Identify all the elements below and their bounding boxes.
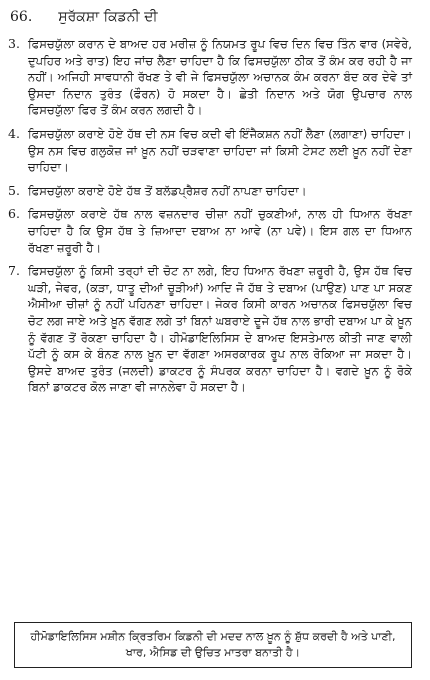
note-box [14,622,412,668]
page-header [10,6,420,28]
list-item-text: ਫਿਸਚਯੁੱਲਾ ਕਰਾਏ ਹੱਥ ਨਾਲ ਵਜ਼ਨਦਾਰ ਚੀਜ਼ਾ ਨਹੀਂ ਚੁਕਣੀਆਂ, ਨਾਲ ਹੀ ਧਿਆਨ ਰੱਖਣਾ ਚਾਹਿਦਾ ਹੈ ਕਿ ਉਸ ਹੱਥ ਤੇ ਜ਼ਿਆਦਾ ਦਬਾਅ ਨਾ ਆਵੇ (ਨਾ ਪਵੇ)। ਇਸ ਗਲ ਦਾ ਧਿਆਨ ਰੱਖਣਾ ਜ਼ਰੂਰੀ ਹੈ। [28,207,412,255]
note-text: ਹੀਮੋਡਾਇਲਿਸਿਸ ਮਸ਼ੀਨ ਕ੍ਰਿਤਰਿਮ ਕਿਡਨੀ ਦੀ ਮਦਦ ਨਾਲ ਖ਼ੂਨ ਨੂੰ ਸ਼ੁੱਧ ਕਰਦੀ ਹੈ ਅਤੇ ਪਾਣੀ, ਖਾਰ, ਐਸਿਡ ਦੀ ਉਚਿਤ ਮਾਤਰਾ ਬਨਾਤੀ ਹੈ। [30,630,396,659]
list-item [8,263,412,396]
list-item-text: ਫਿਸਚਯੁੱਲਾ ਕਰਾਏ ਹੋਏ ਹੱਥ ਦੀ ਨਸ ਵਿਚ ਕਦੀ ਵੀ ਇੰਜੈਕਸ਼ਨ ਨਹੀਂ ਲੈਣਾ (ਲਗਾਣਾ) ਚਾਹਿਦਾ। ਉਸ ਨਸ ਵਿਚ ਗਲੁਕੋਜ਼ ਜਾਂ ਖ਼ੂਨ ਨਹੀਂ ਚੜਵਾਣਾ ਚਾਹਿਦਾ ਜਾਂ ਕਿਸੀ ਟੇਸਟ ਲਈ ਖ਼ੂਨ ਨਹੀਂ ਦੇਣਾ ਚਾਹਿਦਾ। [28,126,412,175]
list-item-number: 3. [8,36,20,51]
list-item-number: 7. [8,263,20,279]
list-item [8,126,412,176]
list-item [8,36,412,119]
list-item-text: ਫਿਸਚਯੁੱਲਾ ਕਰਾਏ ਹੋਏ ਹੱਥ ਤੋਂ ਬਲੱਡਪ੍ਰੈਸ਼ਰ ਨਹੀਂ ਨਾਪਣਾ ਚਾਹਿਦਾ। [28,183,307,198]
list-item-number: 4. [8,125,20,141]
list-item [8,183,412,200]
list-item-number: 5. [8,182,20,198]
list-item-text: ਫਿਸਚਯੁੱਲਾ ਨੂੰ ਕਿਸੀ ਤਰ੍ਹਾਂ ਦੀ ਚੋਟ ਨਾ ਲਗੇ, ਇਹ ਧਿਆਨ ਰੱਖਣਾ ਜ਼ਰੂਰੀ ਹੈ, ਉਸ ਹੱਥ ਵਿਚ ਘੜੀ, ਜੇਵਰ, (ਕੜਾ, ਧਾਤੂ ਦੀਆਂ ਚੂੜੀਆਂ) ਆਦਿ ਜੋ ਹੱਥ ਤੇ ਦਬਾਅ (ਪਾਉਣ) ਪਾਣ ਪਾ ਸਕਣ ਐਸੀਆ ਚੀਜ਼ਾਂ ਨੂੰ ਨਹੀਂ ਪਹਿਨਣਾ ਚਾਹਿਦਾ। ਜੇਕਰ ਕਿਸੀ ਕਾਰਨ ਅਚਾਨਕ ਫਿਸਚਯੁੱਲਾ ਵਿਚ ਚੋਟ ਲਗ ਜਾਏ ਅਤੇ ਖ਼ੂਨ ਵੱਗਣ ਲਗੇ ਤਾਂ ਬਿਨਾਂ ਘਬਰਾਏ ਦੂਜੇ ਹੱਥ ਨਾਲ ਭਾਰੀ ਦਬਾਅ ਪਾ ਕੇ ਖ਼ੂਨ ਨੂੰ ਵੱਗਣ ਤੋਂ ਰੋਕਣਾ ਚਾਹਿਦਾ ਹੈ। ਹੀਮੋਡਾਇਲਿਸਿਸ ਦੇ ਬਾਅਦ ਇਸਤੇਮਾਲ ਕੀਤੀ ਜਾਣ ਵਾਲੀ ਪੱਟੀ ਨੂੰ ਕਸ ਕੇ ਬੰਨਣ ਨਾਲ ਖ਼ੂਨ ਦਾ ਵੱਗਣਾ ਅਸਰਕਾਰਕ ਰੂਪ ਨਾਲ ਰੋਕਿਆ ਜਾ ਸਕਦਾ ਹੈ।ਉਸਦੇ ਬਾਅਦ ਤੁਰੰਤ (ਜਲਦੀ) ਡਾਕਟਰ ਨੂੰ ਸੰਪਰਕ ਕਰਨਾ ਚਾਹਿਦਾ ਹੈ। ਵਗਦੇ ਖ਼ੂਨ ਨੂੰ ਰੋਕੇ ਬਿਨਾਂ ਡਾਕਟਰ ਕੋਲ ਜਾਣਾ ਵੀ ਜਾਨਲੇਵਾ ਹੋ ਸਕਦਾ ਹੈ। [28,264,412,395]
numbered-list [8,36,412,403]
list-item-text: ਫਿਸਚਯੁੱਲਾ ਕਰਾਨ ਦੇ ਬਾਅਦ ਹਰ ਮਰੀਜ਼ ਨੂੰ ਨਿਯਮਤ ਰੂਪ ਵਿਚ ਦਿਨ ਵਿਚ ਤਿੰਨ ਵਾਰ (ਸਵੇਰੇ, ਦੁਪਹਿਰ ਅਤੇ ਰਾਤ) ਇਹ ਜਾਂਚ ਲੈਣਾ ਚਾਹਿਦਾ ਹੈ ਕਿ ਫਿਸਚਯੁੱਲਾ ਠੀਕ ਤੋਂ ਕੰਮ ਕਰ ਰਹੀ ਹੈ ਜਾ ਨਹੀਂ। ਅਜਿਹੀ ਸਾਵਧਾਨੀ ਰੱਖਣ ਤੇ ਵੀ ਜੇ ਫਿਸਚਯੁੱਲਾ ਅਚਾਨਕ ਕੰਮ ਕਰਨਾ ਬੰਦ ਕਰ ਦੇਵੇ ਤਾਂ ਉਸਦਾ ਨਿਦਾਨ ਤੁਰੰਤ (ਫੌਰਨ) ਹੋ ਸਕਦਾ ਹੈ। ਛੇਤੀ ਨਿਦਾਨ ਅਤੇ ਯੋਗ ਉਪਚਾਰ ਨਾਲ ਫਿਸਚਯੁੱਲਾ ਫਿਰ ਤੋਂ ਕੰਮ ਕਰਨ ਲਗਦੀ ਹੈ। [28,37,412,118]
list-item [8,206,412,256]
list-item-number: 6. [8,206,20,222]
page-number: 66. [10,9,33,25]
running-title: ਸੁਰੱਕਸ਼ਾ ਕਿਡਨੀ ਦੀ [58,9,158,25]
